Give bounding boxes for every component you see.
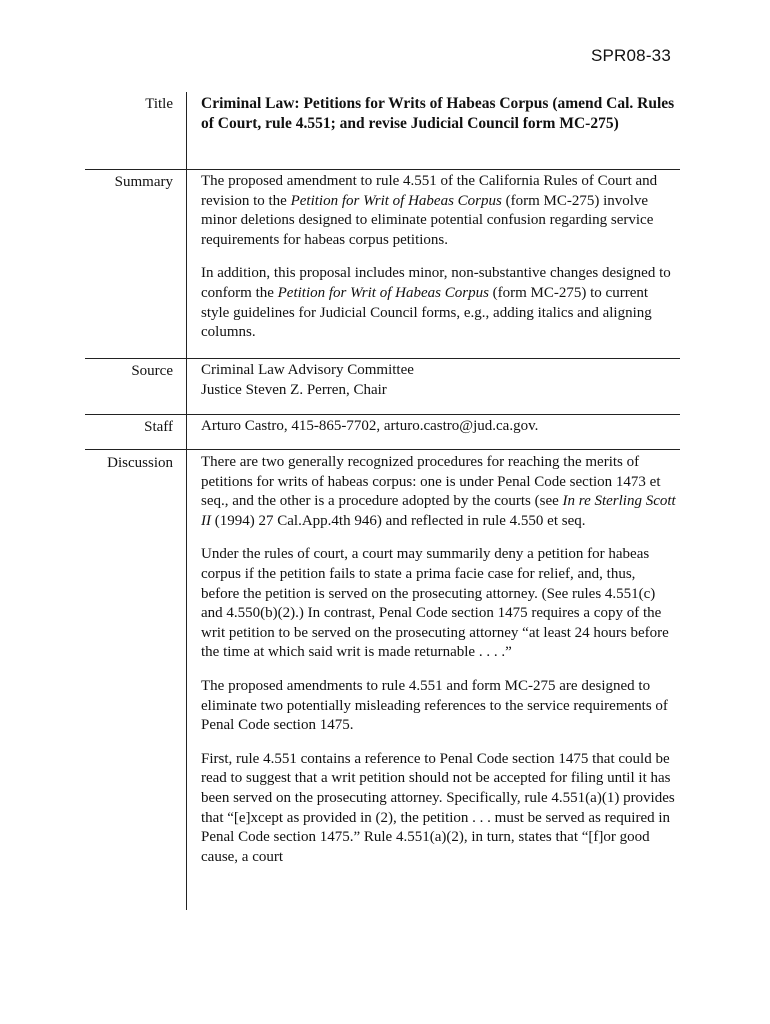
row-separator-source	[85, 414, 680, 415]
case-name-italic: In re Sterling Scott II	[201, 493, 676, 529]
discussion-paragraph-3: The proposed amendments to rule 4.551 and form MC-275 are designed to eliminate two potentially misleading references to the service requirements of Penal Code section 1475.	[201, 677, 668, 734]
document-id: SPR08-33	[590, 46, 671, 65]
row-separator-title	[85, 169, 680, 170]
staff-label: Staff	[144, 419, 173, 435]
summary-paragraph-1: The proposed amendment to rule 4.551 of the California Rules of Court and revision to the Petition for Writ of Habeas Corpus (form MC-275) involve minor deletions designed to eliminate potential confusion regarding service requirements for habeas corpus petitions.	[201, 173, 658, 248]
discussion-section	[201, 453, 676, 867]
row-separator-staff	[85, 449, 680, 450]
form-title-italic: Petition for Writ of Habeas Corpus	[290, 192, 502, 209]
discussion-paragraph-1: There are two generally recognized procedures for reaching the merits of petitions for writs of habeas corpus: one is under Penal Code section 1473 et seq., and the other is a procedure adopted by the courts (see In re Sterling Scott II (1994) 27 Cal.App.4th 946) and reflected in rule 4.550 et seq.	[201, 454, 676, 529]
title-text: Criminal Law: Petitions for Writs of Habeas Corpus (amend Cal. Rules of Court, rule 4.551; and revise Judicial Council form MC-275)	[201, 95, 675, 132]
source-section	[201, 361, 676, 400]
column-divider-source	[186, 359, 187, 414]
title-label: Title	[145, 96, 173, 112]
column-divider-discussion	[186, 450, 187, 910]
staff-contact: Arturo Castro, 415-865-7702, arturo.castro@jud.ca.gov.	[201, 418, 539, 434]
column-divider-summary	[186, 170, 187, 358]
column-divider-title	[186, 92, 187, 169]
form-title-italic: Petition for Writ of Habeas Corpus	[277, 284, 489, 301]
summary-label: Summary	[114, 174, 173, 190]
discussion-label: Discussion	[107, 455, 173, 471]
row-separator-summary	[85, 358, 680, 359]
summary-section	[201, 172, 676, 343]
source-label: Source	[131, 363, 173, 379]
discussion-paragraph-2: Under the rules of court, a court may summarily deny a petition for habeas corpus if the petition fails to state a prima facie case for relief, and, thus, before the petition is served on the prosecuting attorney. (See rules 4.551(c) and 4.550(b)(2).) In contrast, Penal Code section 1475 requires a copy of the writ petition to be served on the prosecuting attorney “at least 24 hours before the time at which said writ is made returnable . . . .”	[201, 546, 669, 661]
source-committee: Criminal Law Advisory Committee	[201, 362, 414, 378]
source-chair: Justice Steven Z. Perren, Chair	[201, 381, 387, 398]
column-divider-staff	[186, 415, 187, 449]
summary-paragraph-2: In addition, this proposal includes minor, non-substantive changes designed to conform the Petition for Writ of Habeas Corpus (form MC-275) to current style guidelines for Judicial Council forms, e.g., adding italics and aligning columns.	[201, 265, 671, 341]
discussion-paragraph-4: First, rule 4.551 contains a reference to Penal Code section 1475 that could be read to suggest that a writ petition should not be accepted for filing until it has been served on the prosecuting attorney. Specifically, rule 4.551(a)(1) provides that “[e]xcept as provided in (2), the petition . . . must be served as required in Penal Code section 1475.” Rule 4.551(a)(2), in turn, states that “[f]or good cause, a court	[201, 750, 675, 865]
